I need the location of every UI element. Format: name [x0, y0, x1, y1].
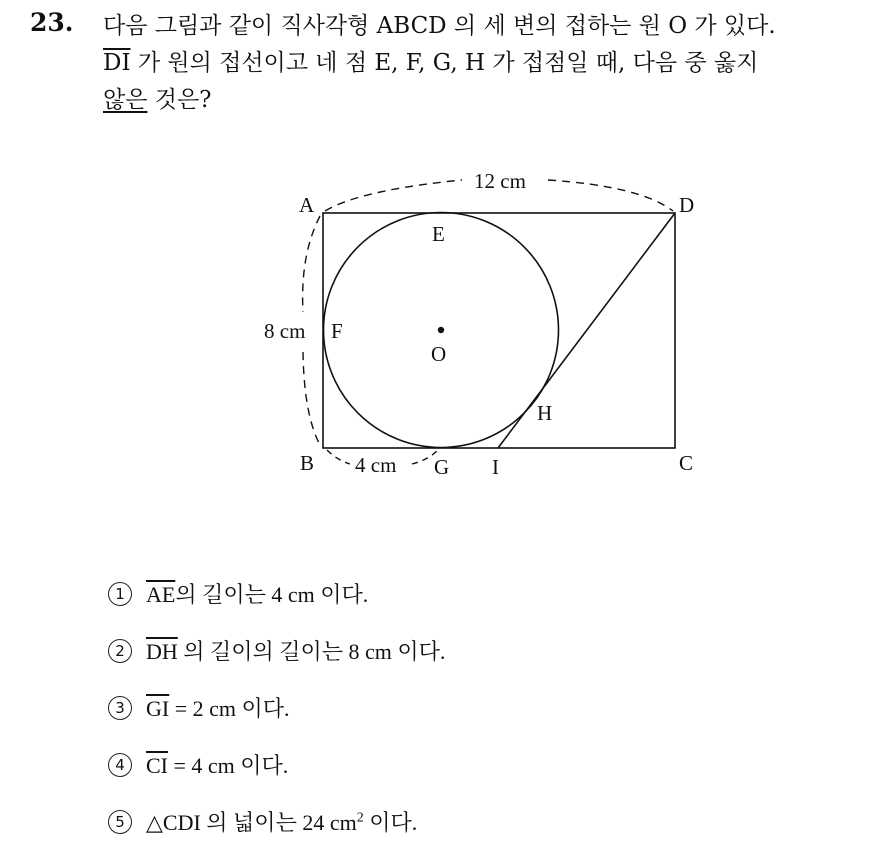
choice-marker: 5: [108, 810, 132, 834]
problem-line-3-rest: 것은?: [147, 87, 212, 113]
label-a: A: [299, 193, 315, 217]
choice-rest: = 4 cm 이다.: [168, 753, 289, 778]
choice-rest: = 2 cm 이다.: [169, 696, 290, 721]
choice-suffix: 이다.: [363, 810, 418, 835]
choice-3[interactable]: [108, 679, 808, 736]
choice-2[interactable]: [108, 622, 808, 679]
dimension-arc-left-lower: [303, 352, 320, 445]
choice-marker: 4: [108, 753, 132, 777]
label-b: B: [300, 451, 315, 475]
choice-marker: 2: [108, 639, 132, 663]
label-g: G: [434, 455, 450, 479]
choice-text: [146, 692, 290, 723]
label-c: C: [679, 451, 694, 475]
choice-text: [146, 578, 368, 609]
label-o: O: [431, 342, 447, 366]
segment-gi: $\overline{GI}$: [146, 696, 170, 721]
label-i: I: [492, 455, 499, 479]
dimension-arc-top-right: [548, 180, 673, 211]
answer-choices: [108, 565, 808, 850]
underlined-negation: 않은: [103, 87, 148, 113]
segment-dh: $\overline{DH}$: [146, 639, 178, 664]
choice-1[interactable]: [108, 565, 808, 622]
choice-5[interactable]: [108, 793, 808, 850]
choice-text: [146, 635, 445, 666]
choice-rest: 의 길이는 4 cm 이다.: [175, 582, 369, 607]
choice-text: [146, 806, 417, 837]
dimension-label-top: 12 cm: [474, 169, 526, 193]
dimension-arc-bottom-left: [327, 450, 350, 464]
segment-ci: $\overline{CI}$: [146, 753, 168, 778]
label-d: D: [679, 193, 695, 217]
choice-rest: 의 길이의 길이는 8 cm 이다.: [177, 639, 446, 664]
choice-prefix: △CDI 의 넓이는 24 cm: [146, 810, 357, 835]
problem-number: 23.: [30, 8, 74, 37]
rectangle-abcd: [323, 213, 675, 448]
dimension-arc-top-left: [325, 180, 462, 211]
label-f: F: [331, 319, 343, 343]
dimension-arc-left-upper: [303, 216, 320, 312]
superscript: 2: [356, 810, 364, 826]
label-h: H: [537, 401, 553, 425]
choice-4[interactable]: [108, 736, 808, 793]
segment-ae: $\overline{AE}$: [146, 582, 176, 607]
center-point-o: [438, 327, 444, 333]
choice-marker: 1: [108, 582, 132, 606]
problem-line-1: 다음 그림과 같이 직사각형 ABCD 의 세 변의 접하는 원 O 가 있다.: [103, 13, 776, 39]
dimension-label-left: 8 cm: [264, 319, 306, 343]
segment-di: $\overline{DI}$: [103, 50, 131, 76]
choice-text: [146, 749, 288, 780]
choice-marker: 3: [108, 696, 132, 720]
problem-line-2-rest: 가 원의 접선이고 네 점 E, F, G, H 가 접점일 때, 다음 중 옳지: [130, 50, 759, 76]
dimension-label-bottom: 4 cm: [355, 453, 397, 477]
label-e: E: [432, 222, 445, 246]
